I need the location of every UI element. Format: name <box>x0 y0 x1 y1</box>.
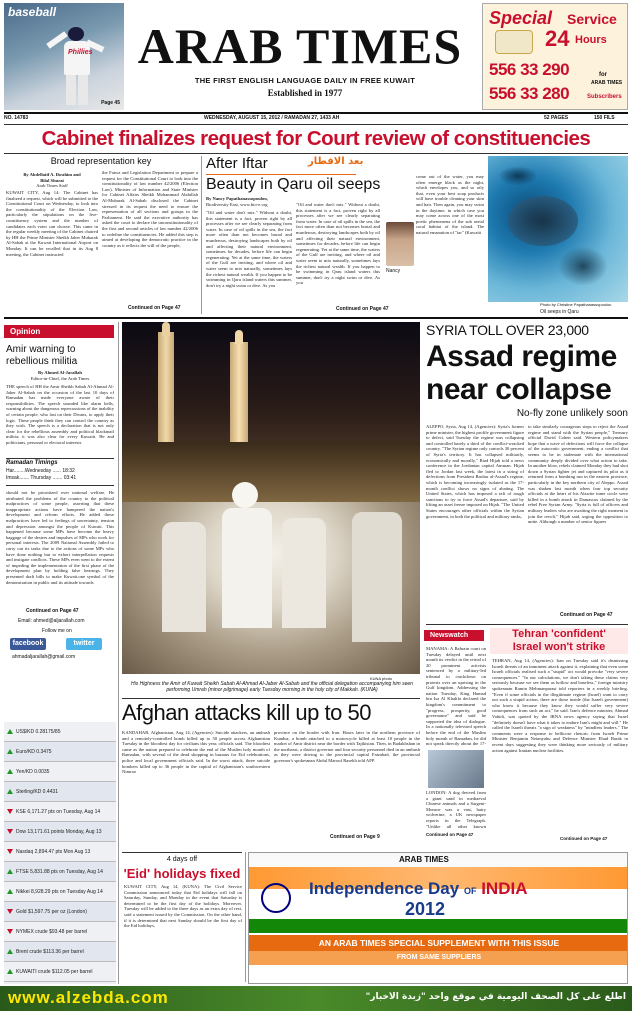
arrow-up-icon <box>7 889 13 894</box>
syria-subhead: No-fly zone unlikely soon <box>516 408 628 419</box>
main-photo-credit: KUNA photo <box>370 676 393 681</box>
market-row <box>4 742 116 762</box>
syria-headline[interactable]: Assad regime near collapse <box>426 340 617 406</box>
logo-text: ARAB TIMES <box>137 18 463 74</box>
oil-photo-credit: Photo by Christine Papathanassopoulou <box>540 302 612 307</box>
india-ad-title: Independence Day OF INDIA <box>309 879 528 898</box>
market-label: US$/KD 0.28175/85 <box>16 728 61 735</box>
after-iftar-kicker: After Iftar <box>206 155 268 172</box>
market-row <box>4 922 116 942</box>
market-row <box>4 842 116 862</box>
arrow-down-icon <box>7 849 13 854</box>
issue-date: WEDNESDAY, AUGUST 15, 2012 / RAMADAN 27, 1433 AH <box>204 115 340 121</box>
india-ad-banner: AN ARAB TIMES SPECIAL SUPPLEMENT WITH THIS ISSUE <box>249 935 628 951</box>
india-flag-green <box>249 919 628 933</box>
oil-photo-caption: Oil seeps in Qaru <box>540 309 579 315</box>
market-row <box>4 882 116 902</box>
arrow-down-icon <box>7 929 13 934</box>
after-iftar-col1: "Oil and water don't mix." Without a doubt, this statement is a fact, proven right by all processes after we see clearly separating from water. In case of oil spills in the sea, the fact more often than not becomes brutal and murderous, destroying landscapes both by oil and affecting their natural environment, sometimes for decades, before life can begin regenerating. Yet at the same time, the waters of the Gulf are inviting, and where oil and water seem to mix naturally, sometimes lays the richest natural wealth. If you happen to be swimming in Qaru island waters this summer, don't try a night swim or dive. As you <box>206 210 292 288</box>
special-word: Special <box>489 8 553 28</box>
tehran-continued[interactable]: Continued on Page 47 <box>560 836 608 841</box>
main-photo-umrah <box>122 322 420 674</box>
market-label: FTSE 5,831.88 pts on Tuesday, Aug 14 <box>16 868 103 875</box>
issue-number: NO. 14783 <box>4 115 29 121</box>
arrow-up-icon <box>7 729 13 734</box>
arrow-up-icon <box>7 869 13 874</box>
newswatch-text: MANAMA: A Bahrain court on Tuesday delayed until next month its verdict in the retrial of 20 prominent activists sentenced by a military-led tribunal to crackdown on protests over an uprising in the Gulf kingdom. Addressing the nation Tuesday, King Hamad bin Isa Al Khalifa declared the kingdom's commitment to "progress, prosperity, good governance" and said he supported the idea of dialogue. In a nationally televised speech before the end of the Muslim holy month of Ramadan, he did not speak directly about the 17- <box>426 646 486 747</box>
market-label: Nasdaq 2,894.47 pts Mon Aug 13 <box>16 848 91 855</box>
opinion-label: Opinion <box>4 325 114 338</box>
opinion-handle[interactable]: ahmadaljarallah@gmail.com <box>12 654 76 660</box>
lead-subhead: Broad representation key <box>50 156 152 166</box>
dateline-bar <box>4 115 628 123</box>
syria-col1: ALEPPO, Syria, Aug 14, (Agencies): Syria's former prime minister, the highest profile government figure to defect, said Tuesday the regime was collapsing and controlled barely a third of the conflict-wracked country. "The Syrian regime only controls 30 percent of Syria's territory. It has collapsed militarily, economically and morally," Riad Hijab told a news conference in the Jordanian capital Amman. Hijab fled to Jordan last week, the latest in a string of defections from President Bashar al-Assad's regime, which is becoming increasingly isolated as the 17-month conflict shows no signs of abating. The United States, which has imposed a raft of tough sanctions to try to force Assad's departure, said by lifting an asset freeze imposed on Hijab. "The United States encourages other officials within the Syrian government, in both the political and military ranks, <box>426 424 524 519</box>
opinion-byline: By Ahmed Al-Jarallah Editor-in-Chief, the Arab Times <box>30 370 90 381</box>
arrow-up-icon <box>7 769 13 774</box>
mini-logo: ARAB TIMES <box>591 80 623 86</box>
arrow-down-icon <box>7 829 13 834</box>
opinion-text1: THE speech of HH the Amir Sheikh Sabah Al-Ahmad Al-Jaber Al-Sabah on the occasion of the last 10 days of Ramadan has made everyone aware of their responsibilities. The speech sounded like alarm bells, warning about the dangerous repercussions of the inability of certain people, who last on their Divans, to apply their logic. These people think they can control the country as they wish. The speech is a declaration that is not only clear for the rebellious assembly and political blackmail militia; it was also clear for every Kuwaiti. He and politicians, personal or electoral interests <box>6 384 114 445</box>
eid-text: KUWAIT CITY, Aug 14, (KUNA): The Civil Service Commission announced today that Eid holidays will fall on Saturday, Sunday, and Monday in the event that Saturday is determined to be the first day of the holidays. Moreover, Tuesday will be added to the three days as an extra day of rest, said a statement issued by the Commission. On the other hand, if it is determined that next Sunday should be the first day of the Eid holidays, <box>124 884 242 929</box>
footer-site[interactable]: www.alzebda.com <box>8 988 169 1007</box>
market-label: KSE 6,171.27 pts on Tuesday, Aug 14 <box>16 808 101 815</box>
arrow-up-icon <box>7 789 13 794</box>
newswatch-photo <box>428 750 484 788</box>
market-label: Sterling/KD 0.4431 <box>16 788 58 795</box>
india-ad-year: 2012 <box>405 899 446 919</box>
service-word: Service <box>567 11 617 27</box>
timing-imsak: Imsak....... Thursday ....... 03:41 <box>6 475 77 481</box>
tehran-text: TEHRAN, Aug 14, (Agencies): Iran on Tuesday said it's dismissing Israeli threats of an imminent attack against it, explaining that even some Israeli officials realised such a "stupid" act would provoke "very severe consequences." "In our calculations, we don't taking these claims very seriously because we see them as hollow and baseless," foreign ministry spokesman Ramin Mehmanparast told reporters in a weekly briefing. "Even if some officials in the illegitimate regime (Israel) want to carry out such a stupid action, there are those inside (the Israeli government) who know it because they know they would suffer very severe consequences from such an act," he said. Iran's defence minister, Ahmad Vahidi, was quoted by the IRNA news agency saying that Israel "definitely doesn't have what it takes to endure Iran's might and will." He called the Israeli threats "a sign of weakness" by "mindless leaders." The comments were a response to bellicose rhetoric from Israeli Prime Minister Benjamin Netanyahu and Defence Minister Ehud Barak in recent days suggesting they were thinking more seriously of military action against Iranian nuclear facilities. <box>492 658 628 753</box>
eid-headline[interactable]: 'Eid' holidays fixed <box>123 866 241 881</box>
phone-number-2[interactable]: 556 33 280 <box>489 84 570 103</box>
special-service-ad[interactable] <box>482 3 628 110</box>
market-label: Euro/KD 0.3475 <box>16 748 52 755</box>
ramadan-timings <box>6 458 114 486</box>
newswatch-label: Newswatch <box>424 630 484 641</box>
opinion-email[interactable]: Email: ahmed@aljarallah.com <box>18 618 85 624</box>
syria-kicker: SYRIA TOLL OVER 23,000 <box>426 322 589 338</box>
market-row <box>4 962 116 982</box>
footer-watermark[interactable] <box>0 986 632 1011</box>
after-iftar-col1b: "Oil and water don't mix." Without a doubt, this statement is a fact, proven right by all processes after we see clearly separating from water. In case of oil spills in the sea, the fact more often than not becomes brutal and murderous, destroying landscapes both by oil and affecting their natural environment, sometimes for decades, before life can begin regenerating. Yet at the same time, the waters of the Gulf are inviting, and where oil and water seem to mix naturally, sometimes lays the richest natural wealth. If you happen to be swimming in Qaru island waters this summer, don't try a night swim or dive. As you <box>296 202 380 286</box>
arrow-up-icon <box>7 749 13 754</box>
lead-headline[interactable]: Cabinet finalizes request for Court review of constituencies <box>41 127 591 150</box>
tehran-headline-2: Israel won't strike <box>512 641 606 653</box>
subscribers-word: Subscribers <box>587 94 622 100</box>
newswatch-continued[interactable]: Continued on Page 47 <box>426 832 474 837</box>
masthead-logo <box>130 20 470 72</box>
baseball-label: baseball <box>8 5 57 19</box>
main-photo-caption: His Highness the Amir of Kuwait Sheikh Sabah Al-Ahmad Al-Jaber Al-Sabah and the official delegation accompanying him seen performing Umrah (minor pilgrimage) early Tuesday morning in the holy city of Makkah. (KUNA) <box>131 681 413 693</box>
arrow-down-icon <box>7 909 13 914</box>
arrow-up-icon <box>7 969 13 974</box>
market-label: Dow 13,171.61 points Monday, Aug 13 <box>16 828 102 835</box>
tagline: THE FIRST ENGLISH LANGUAGE DAILY IN FREE KUWAIT <box>194 76 416 85</box>
twitter-icon[interactable]: twitter <box>66 638 102 650</box>
lead-col1: KUWAIT CITY, Aug 14: The Cabinet has finalized a request, which will be submitted to the Constitutional Court on Wednesday, to look into the constitutionality of the Election Law, particularly the stipulations on the five-constituency system and the number of candidates each voter can choose. This came in the regular weekly meeting of the Cabinet chaired by HH the Prime Minister Sheikh Jaber Mubarak Al-Sabah at the Kuwait International Airport on Monday. It can be recalled that in its Aug 8 meeting, the Cabinet instructed <box>6 190 98 257</box>
market-row <box>4 942 116 962</box>
market-row <box>4 722 116 742</box>
lead-continued[interactable]: Continued on Page 47 <box>128 305 181 311</box>
opinion-text2: should not be prioritized over national welfare. He attributed the problems of the country to the political malpractices of some people, asserting that these inappropriate actions have hampered the nation's development and reform efforts. He added these malpractices have led to feelings of uncertainty, tension and depression amongst the people of Kuwait. This happened because some MPs have become the heavy baggage of the desires and impulses of MPs who work for personal interests. The 2009 National Assembly failed to carry out its tasks due to the actions of some MPs who have done nothing but to exhort interpellation requests and instigate conflicts. These MPs even went to the extent of impeding the implementation of the first phase of the development plan by holding false hearings. They presented draft bills to make Kuwait.one symbol of the demonstration in public and its attitude towards <box>6 490 114 585</box>
chakra-icon <box>261 883 291 913</box>
established: Established in 1977 <box>267 88 343 98</box>
pitcher-figure: Phillies <box>56 27 96 105</box>
afghan-col1: KANDAHAR, Afghanistan, Aug 14, (Agencies): Suicide attackers, an ambush and a remotely-controlled bomb killed up to 50 people across Afghanistan Tuesday in the bloodiest day for civilians this year, officials said. The bloodiest came as the nation prepared to celebrate the end of the Muslim holy month of Ramadan, with several of the dead shopping in bazaars for Eid celebrations, police and local government officials said. In the worst attack, three suicide bombers killed up to 36 people in the capital of Afghanistan's southwestern Nimroz <box>122 730 270 775</box>
india-independence-ad[interactable] <box>248 852 628 984</box>
market-label: Yen/KD 0.0035 <box>16 768 50 775</box>
market-label: Brent crude $113.36 per barrel <box>16 948 84 955</box>
opinion-continued[interactable]: Continued on Page 47 <box>26 608 79 614</box>
after-iftar-continued[interactable]: Continued on Page 47 <box>336 306 389 312</box>
afghan-col2: province on the border with Iran. Hours later in the northern province of Kunduz, a bomb attached to a motorcycle killed at least 10 people in the market of Amir district near the border with Tajikistan. Then, in Badakhshan in the northeast, a district governor and four security personnel died in an ambush as they were driving to the provincial capital Faizabad, the provincial governor's spokesman Abdul Marouf Rasekh told AFP. <box>274 730 420 763</box>
tehran-headline[interactable] <box>490 628 628 654</box>
eid-kicker: 4 days off <box>166 856 198 863</box>
market-label: KUWAITI crude $112.05 per barrel <box>16 968 93 975</box>
newswatch-text2: LONDON: A dog derived from a giant sand in mediaeval Chinese animals and a Sargent-Monroe was a vast, hairy wolverine, a UK newspaper reports in the Telegraph. "Unlike all other known <box>426 790 486 829</box>
facebook-icon[interactable]: facebook <box>10 638 46 650</box>
lead-col2: the Fatwa and Legislation Department to prepare a request for the Constitutional Court to look into the constitutionality of law number 42/2006 (Election Law). Minister of Information and State Minister for Cabinet Affairs Sheikh Mohammad Abdullah Al-Mubarak Al-Sabah disclosed the Cabinet stressed in its request the need to ensure the representation of all sections and groups in the Parliament. He said the executive authority has asked the court to declare the unconstitutionality of the first and second articles of law number 42/2006 to redefine the constituencies. He added this step is aimed at developing the democratic practice in the country as it reflects the will of the people, <box>102 170 198 248</box>
market-row <box>4 902 116 922</box>
syria-continued[interactable]: Continued on Page 47 <box>560 612 613 618</box>
lead-byline: By Abdellatif A. Ibrahim and Bilal Shurai Arab Times Staff <box>23 172 81 189</box>
market-row <box>4 822 116 842</box>
baseball-page-ref: Page 45 <box>101 100 120 106</box>
hours-number: 24 <box>545 26 570 51</box>
after-iftar-col2b: come out of the water, you may often emerge black as the night, which envelopes you, and so oily that, even your best soap products will have trouble cleaning your skin and hair. Then again, you may swim in the daytime, in which case you may come across one of the most poetic phenomena of the sub aerial coral habitat of the island. The natural emanation of "tar" (Kuwaiti <box>416 174 484 235</box>
phone-icon <box>495 30 533 54</box>
market-row <box>4 802 116 822</box>
market-row <box>4 782 116 802</box>
footer-arabic: اطلع على كل الصحف اليومية في موقع واحد "زبدة الأخبار" <box>365 992 626 1002</box>
market-row <box>4 862 116 882</box>
baseball-promo[interactable] <box>4 3 124 110</box>
india-ad-brand: ARAB TIMES <box>399 855 449 864</box>
phone-number-1[interactable]: 556 33 290 <box>489 60 570 79</box>
page-count: 52 PAGES <box>544 115 569 121</box>
timing-iftar: Har........Wednesday ...... 18:32 <box>6 468 75 474</box>
opinion-headline[interactable]: Amir warning to rebellious militia <box>6 344 78 367</box>
oil-seeps-photo <box>488 156 628 302</box>
after-iftar-byline: By Nancy Papathanassopoulou, Biodiversity East, www.bio-e.org <box>206 196 268 207</box>
market-label: NYMEX crude $93.48 per barrel <box>16 928 88 935</box>
price: 150 FILS <box>594 115 615 121</box>
tehran-headline-1: Tehran 'confident' <box>512 628 606 640</box>
for-word: for <box>599 72 607 78</box>
market-label: Gold $1,597.75 per oz (London) <box>16 908 87 915</box>
market-label: Nikkei 8,928.29 pts on Tuesday Aug 14 <box>16 888 103 895</box>
nancy-caption: Nancy <box>386 268 401 274</box>
india-ad-banner2: FROM SAME SUPPLIERS <box>249 951 628 965</box>
after-iftar-kicker-ar: بعد الافطار <box>308 156 364 167</box>
arrow-up-icon <box>7 949 13 954</box>
hours-word: Hours <box>575 34 607 46</box>
afghan-headline[interactable]: Afghan attacks kill up to 50 <box>122 700 371 725</box>
nancy-portrait <box>386 222 414 266</box>
market-row <box>4 762 116 782</box>
syria-col2: to take similarly courageous steps to reject the Assad regime and stand with the Syrian people," Treasury official David Cohen said. Western policymakers hope that a wave of defections will force the collapse of the autocratic government, ending a conflict that seems to be in stalemate with the international community deeply divided over what action to take. In another blow, rebels claimed Monday they had shot down a Syrian fighter jet and captured its pilot as it returned from a bombing run in the eastern province, particularly in the key northern city of Aleppo. Assad was shaken last month when four top security officials at the heart of his Alawite inner circle were killed in a bomb attack in Damascus claimed by the rebel Free Syrian Army. "Syria is full of officers and military leaders who are awaiting the right moment to join the revolt," Hijab said, urging the opposition to unite. Although a number of senior figures <box>528 424 628 525</box>
markets-panel <box>4 722 116 984</box>
after-iftar-headline[interactable]: Beauty in Qaru oil seeps <box>206 176 381 193</box>
afghan-continued[interactable]: Continued on Page 9 <box>330 834 380 840</box>
timings-title: Ramadan Timings <box>6 460 58 466</box>
follow-me: Follow me on <box>42 628 72 634</box>
arrow-down-icon <box>7 809 13 814</box>
